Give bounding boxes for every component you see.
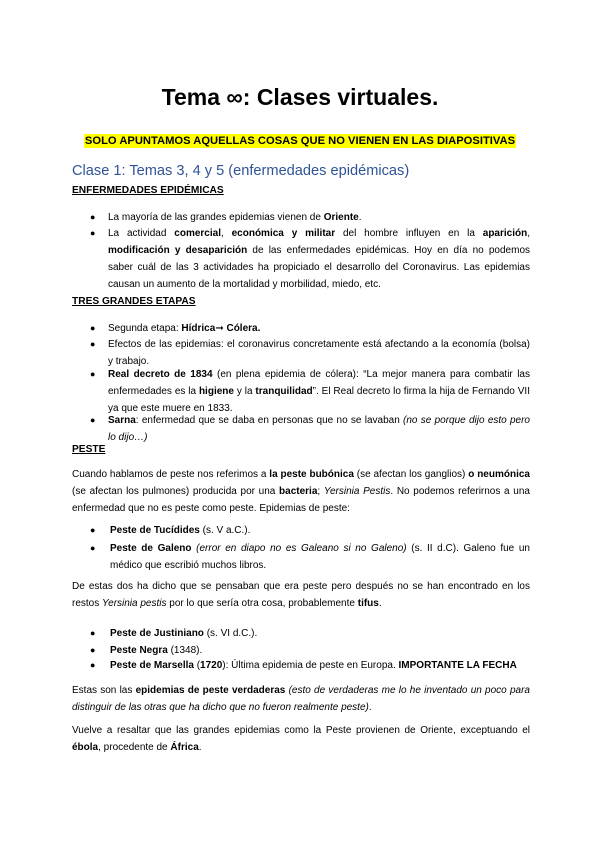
bullet-icon: ●: [90, 369, 96, 379]
list-item: ● Real decreto de 1834 (en plena epidemia de cólera): “La mejor manera para combatir las enfermedades es la higiene y la tranquilidad”. El Real decreto lo firma la hija de Fernando VII ya que este muere en 1833.: [90, 366, 530, 417]
bullet-icon: ●: [90, 323, 96, 333]
bullet-icon: ●: [90, 212, 96, 222]
bullet-icon: ●: [90, 660, 96, 670]
paragraph-peste-verdaderas: Estas son las epidemias de peste verdaderas (esto de verdaderas me lo he inventado un poco para distinguir de las otras que ha dicho que no fueron realmente peste).: [72, 685, 530, 713]
bullet-icon: ●: [90, 645, 96, 655]
arrow-right-icon: ➞: [215, 323, 224, 334]
list-item: ● La actividad comercial, económica y militar del hombre influyen en la aparición, modificación y desaparición de las enfermedades epidémicas. Hoy en día no podemos saber cuál de las 3 actividades ha propiciado el desarrollo del Coronavirus. Las epidemias causan un aumento de la mortalidad y morbilidad, miedo, etc.: [90, 225, 530, 293]
bullet-icon: ●: [90, 525, 96, 535]
section-heading-enfermedades: ENFERMEDADES EPIDÉMICAS: [72, 185, 224, 196]
list-item: ● Peste Negra (1348).: [90, 642, 530, 659]
paragraph-peste-final: Vuelve a resaltar que las grandes epidemias como la Peste provienen de Oriente, exceptuando el ébola, procedente de África.: [72, 725, 530, 753]
section-heading-peste: PESTE: [72, 444, 106, 455]
page-title: Tema ∞: Clases virtuales.: [161, 84, 439, 110]
paragraph-peste-mid: De estas dos ha dicho que se pensaban que era peste pero después no se han encontrado en los restos Yersinia pestis por lo que sería otra cosa, probablemente tifus.: [72, 581, 530, 609]
bullet-icon: ●: [90, 415, 96, 425]
list-item: ● Segunda etapa: Hídrica➞ Cólera.: [90, 320, 530, 337]
bullet-icon: ●: [90, 628, 96, 638]
bullet-icon: ●: [90, 543, 96, 553]
list-item: ● Peste de Galeno (error en diapo no es Galeano si no Galeno) (s. II d.C). Galeno fue un médico que escribió muchos libros.: [90, 540, 530, 574]
paragraph-peste-intro: Cuando hablamos de peste nos referimos a la peste bubónica (se afectan los ganglios) o neumónica (se afectan los pulmones) producida por una bacteria; Yersinia Pestis. No podemos referirnos a una enfermedad que no es peste como peste. Epidemias de peste:: [72, 469, 530, 514]
notice-banner: [0, 131, 600, 149]
section-heading-etapas: TRES GRANDES ETAPAS: [72, 296, 196, 307]
list-item: ● La mayoría de las grandes epidemias vienen de Oriente.: [90, 209, 530, 226]
list-item: ● Efectos de las epidemias: el coronavirus concretamente está afectando a la economía (bolsa) y trabajo.: [90, 336, 530, 370]
list-item: ● Peste de Tucídides (s. V a.C.).: [90, 522, 530, 539]
list-item: ● Peste de Justiniano (s. VI d.C.).: [90, 625, 530, 642]
bullet-icon: ●: [90, 228, 96, 238]
list-item: ● Sarna: enfermedad que se daba en personas que no se lavaban (no se porque dijo esto pero lo dijo…): [90, 412, 530, 446]
class-heading: Clase 1: Temas 3, 4 y 5 (enfermedades epidémicas): [72, 163, 410, 179]
highlighted-notice: SOLO APUNTAMOS AQUELLAS COSAS QUE NO VIENEN EN LAS DIAPOSITIVAS: [84, 135, 516, 147]
list-item: ● Peste de Marsella (1720): Última epidemia de peste en Europa. IMPORTANTE LA FECHA: [90, 657, 530, 674]
bullet-icon: ●: [90, 339, 96, 349]
